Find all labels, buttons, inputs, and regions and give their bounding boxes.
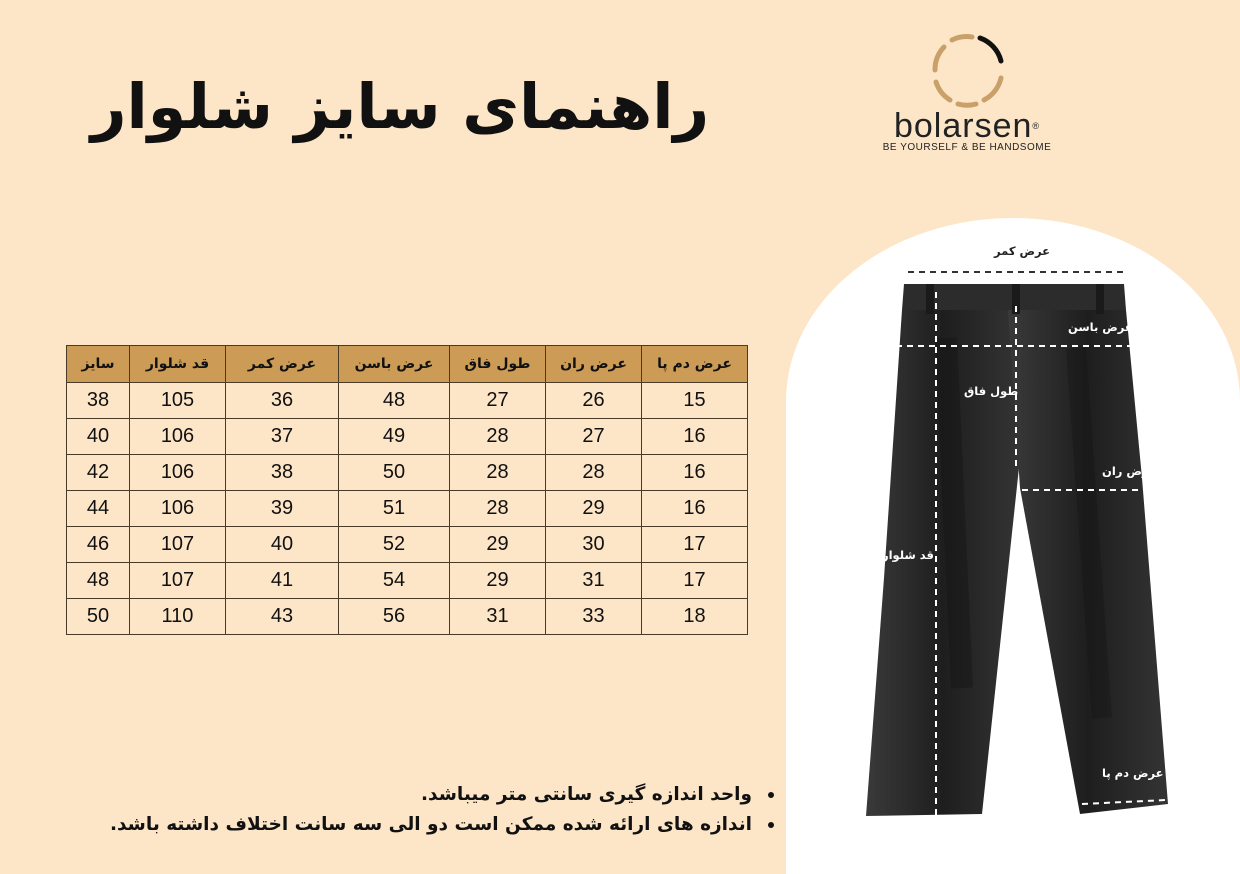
- table-cell: 39: [226, 491, 339, 527]
- table-cell: 56: [339, 599, 450, 635]
- brand-name: [862, 108, 1072, 144]
- label-rise: طول فاق: [964, 384, 1019, 398]
- brand-tagline: BE YOURSELF & BE HANDSOME: [882, 142, 1052, 153]
- table-cell: 29: [450, 527, 546, 563]
- table-cell: 28: [450, 419, 546, 455]
- size-chart-table: [66, 345, 748, 635]
- table-cell: 46: [67, 527, 130, 563]
- table-cell: 36: [226, 383, 339, 419]
- table-cell: 38: [67, 383, 130, 419]
- table-cell: 38: [226, 455, 339, 491]
- table-cell: 29: [450, 563, 546, 599]
- table-cell: 17: [642, 527, 748, 563]
- table-row: [67, 599, 748, 635]
- table-cell: 31: [546, 563, 642, 599]
- pants-illustration: [786, 218, 1240, 874]
- label-thigh: عرض ران: [1102, 464, 1157, 478]
- table-row: [67, 527, 748, 563]
- table-cell: 28: [450, 491, 546, 527]
- table-cell: 40: [226, 527, 339, 563]
- table-cell: 48: [67, 563, 130, 599]
- table-header-row: [67, 346, 748, 383]
- table-cell: 106: [130, 491, 226, 527]
- table-cell: 28: [546, 455, 642, 491]
- header-rise-length: طول فاق: [450, 346, 546, 383]
- table-cell: 50: [339, 455, 450, 491]
- table-cell: 26: [546, 383, 642, 419]
- table-cell: 52: [339, 527, 450, 563]
- header-pants-length: قد شلوار: [130, 346, 226, 383]
- table-cell: 27: [546, 419, 642, 455]
- page-title: راهنمای سایز شلوار: [90, 70, 710, 143]
- table-cell: 42: [67, 455, 130, 491]
- table-cell: 27: [450, 383, 546, 419]
- registered-mark: ®: [1032, 121, 1041, 131]
- table-cell: 48: [339, 383, 450, 419]
- table-cell: 50: [67, 599, 130, 635]
- brand-name-text: bolarsen: [893, 107, 1033, 145]
- table-cell: 40: [67, 419, 130, 455]
- label-waist: عرض کمر: [994, 244, 1051, 258]
- notes-list: [109, 780, 780, 840]
- table-cell: 105: [130, 383, 226, 419]
- table-row: [67, 419, 748, 455]
- table-cell: 41: [226, 563, 339, 599]
- table-row: [67, 563, 748, 599]
- table-cell: 49: [339, 419, 450, 455]
- table-cell: 30: [546, 527, 642, 563]
- table-cell: 16: [642, 491, 748, 527]
- table-cell: 18: [642, 599, 748, 635]
- table-row: [67, 455, 748, 491]
- table-cell: 33: [546, 599, 642, 635]
- table-cell: 110: [130, 599, 226, 635]
- label-hem: عرض دم پا: [1102, 766, 1164, 780]
- note-unit: واحد اندازه گیری سانتی متر میباشد.: [140, 780, 780, 810]
- table-cell: 37: [226, 419, 339, 455]
- note-tolerance: اندازه های ارائه شده ممکن است دو الی سه سانت اختلاف داشته باشد.: [140, 810, 780, 840]
- table-cell: 15: [642, 383, 748, 419]
- brand-logo-icon: [928, 30, 1008, 110]
- table-cell: 107: [130, 563, 226, 599]
- table-cell: 44: [67, 491, 130, 527]
- table-cell: 29: [546, 491, 642, 527]
- table-cell: 106: [130, 419, 226, 455]
- header-hem-width: عرض دم پا: [642, 346, 748, 383]
- table-cell: 54: [339, 563, 450, 599]
- header-size: سایز: [67, 346, 130, 383]
- header-waist-width: عرض کمر: [226, 346, 339, 383]
- table-cell: 43: [226, 599, 339, 635]
- table-cell: 107: [130, 527, 226, 563]
- label-length: قد شلوار: [882, 548, 934, 562]
- pants-illustration-panel: [786, 218, 1240, 874]
- table-cell: 31: [450, 599, 546, 635]
- table-row: [67, 383, 748, 419]
- table-cell: 17: [642, 563, 748, 599]
- header-thigh-width: عرض ران: [546, 346, 642, 383]
- table-cell: 16: [642, 419, 748, 455]
- table-row: [67, 491, 748, 527]
- table-cell: 28: [450, 455, 546, 491]
- header-hip-width: عرض باسن: [339, 346, 450, 383]
- table-cell: 16: [642, 455, 748, 491]
- table-cell: 51: [339, 491, 450, 527]
- label-hip: عرض باسن: [1068, 320, 1133, 334]
- table-cell: 106: [130, 455, 226, 491]
